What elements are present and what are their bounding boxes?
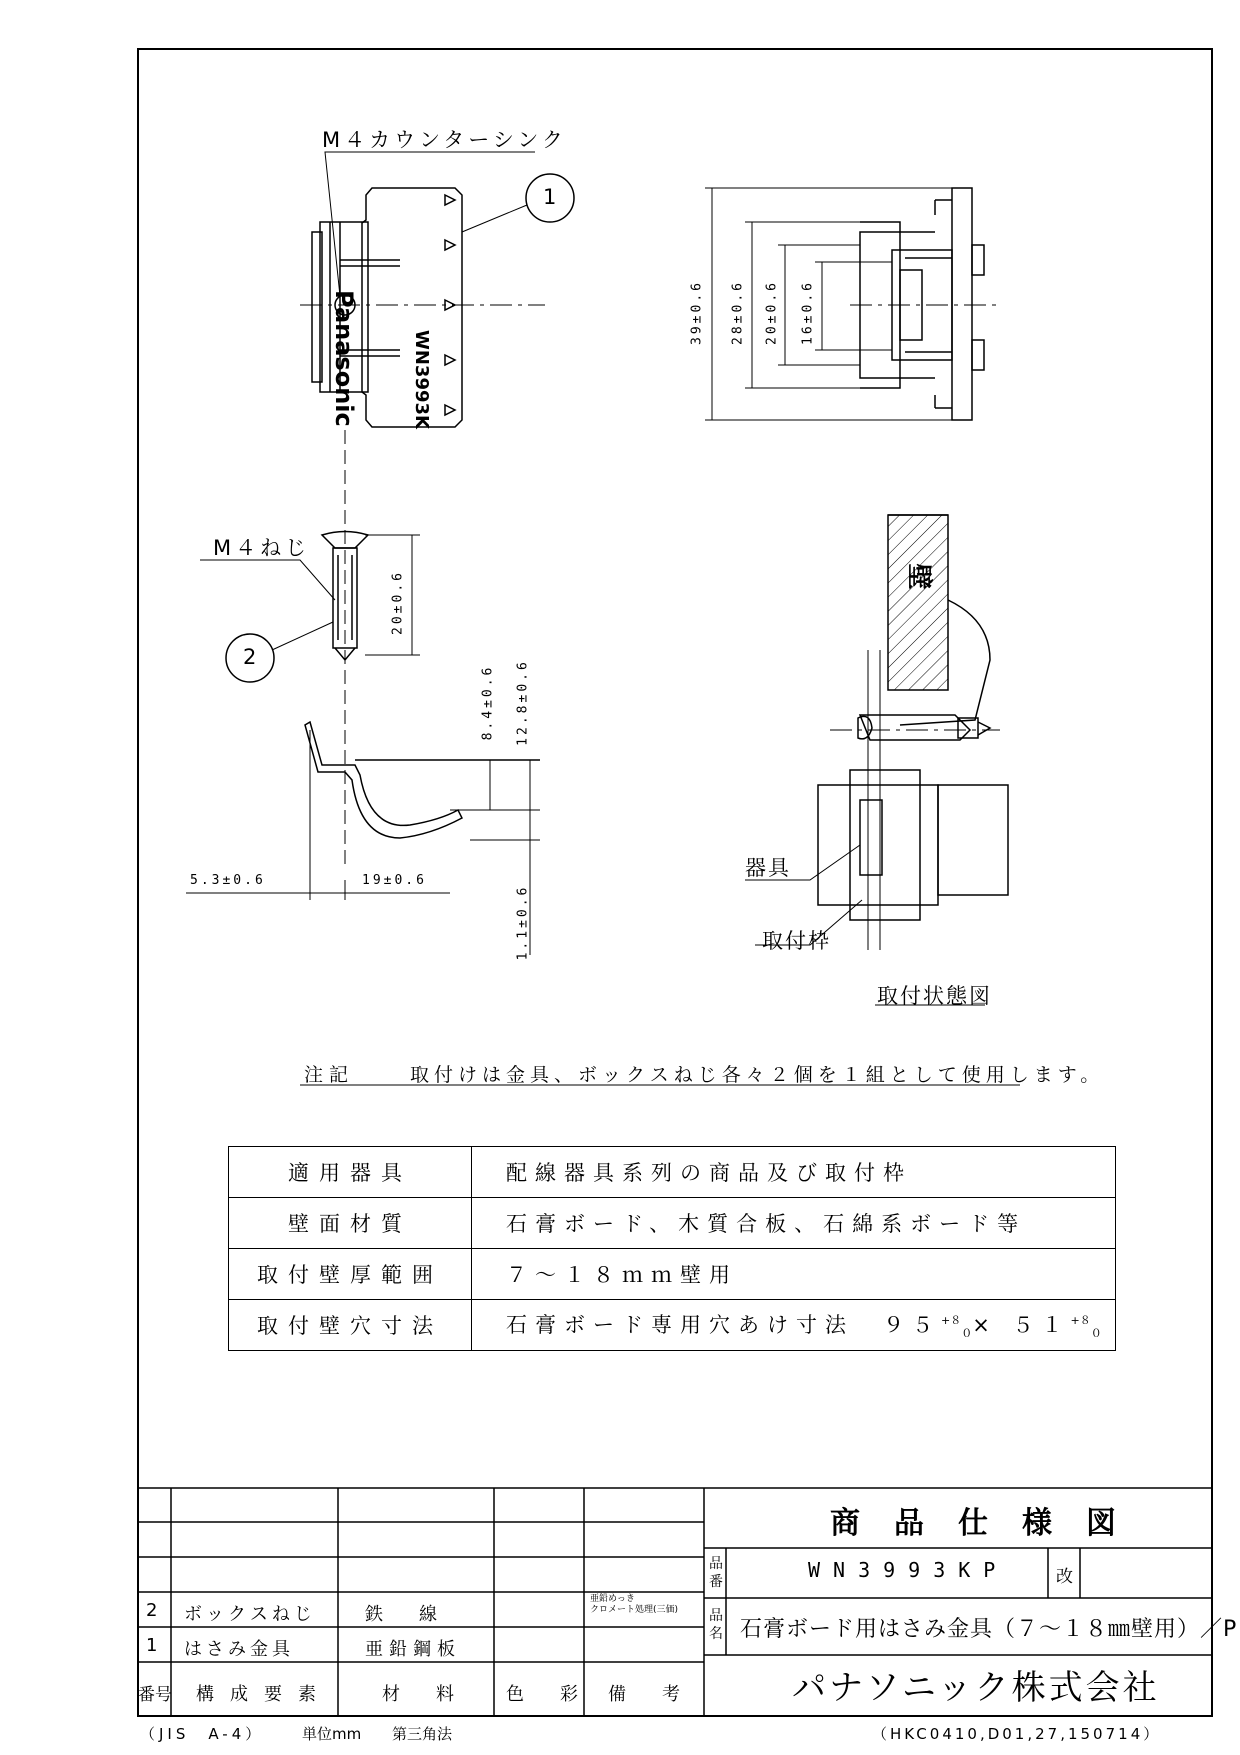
hole-dim-2: ５１	[1012, 1312, 1071, 1337]
spec-value: 石膏ボード、木質合板、石綿系ボード等	[472, 1198, 1116, 1249]
name-label: 品名	[709, 1608, 723, 1642]
tolerance-minus: ０	[961, 1327, 973, 1341]
footer-code: （HKC0410,D01,27,150714）	[872, 1725, 1162, 1743]
revision-label: 改	[1056, 1567, 1073, 1587]
dim-5-3: 5.3±0.6	[190, 873, 266, 888]
header-remarks: 備 考	[608, 1684, 680, 1705]
callout-2: 2	[243, 645, 257, 669]
spec-value: 配線器具系列の商品及び取付枠	[472, 1147, 1116, 1198]
header-element: 構成要素	[196, 1684, 332, 1705]
hole-size-text: 石膏ボード専用穴あけ寸法 ９５	[506, 1312, 941, 1337]
tolerance-plus-2: +８	[1070, 1313, 1091, 1327]
times-sign: ×	[972, 1312, 998, 1337]
product-name: 石膏ボード用はさみ金具（７～１８㎜壁用）／P	[740, 1617, 1238, 1642]
company-name: パナソニック株式会社	[792, 1668, 1160, 1708]
part-remarks: 亜鉛めっき クロメート処理(三価)	[590, 1594, 679, 1615]
dim-39: 39±0.6	[689, 280, 705, 345]
footer-projection: 第三角法	[392, 1725, 453, 1743]
spec-label: 取付壁穴寸法	[229, 1300, 472, 1351]
spec-label: 取付壁厚範囲	[229, 1249, 472, 1300]
dim-12-8: 12.8±0.6	[515, 659, 531, 746]
dim-8-4: 8.4±0.6	[480, 664, 496, 741]
part-material: 亜鉛鋼板	[365, 1639, 461, 1660]
model-mark: WN3993K	[411, 330, 432, 429]
footer-unit: 単位mm	[302, 1725, 362, 1743]
device-label: 器具	[745, 856, 791, 880]
brand-mark: Panasonic	[330, 290, 358, 427]
header-material: 材 料	[382, 1684, 454, 1705]
part-no: 1	[146, 1635, 158, 1656]
part-material: 鉄 線	[365, 1604, 437, 1625]
dim-19: 19±0.6	[362, 873, 427, 888]
part-no-label: 品番	[709, 1556, 723, 1590]
note-label: 注記	[304, 1064, 355, 1086]
spec-label: 適用器具	[229, 1147, 472, 1198]
part-no: 2	[146, 1600, 158, 1621]
part-element: はさみ金具	[184, 1639, 294, 1660]
dim-20b: 20±0.6	[390, 570, 406, 635]
spec-label: 壁面材質	[229, 1198, 472, 1249]
tolerance-plus: +８	[941, 1313, 962, 1327]
countersink-label: M４カウンターシンク	[322, 128, 567, 152]
dim-1-1: 1.1±0.6	[515, 884, 531, 961]
dim-28: 28±0.6	[730, 280, 746, 345]
part-element: ボックスねじ	[184, 1604, 316, 1625]
dim-16: 16±0.6	[800, 280, 816, 345]
wall-label: 壁	[903, 563, 934, 590]
installed-view-label: 取付状態図	[877, 984, 992, 1008]
tolerance-minus-2: ０	[1090, 1327, 1102, 1341]
screw-label: M４ねじ	[213, 536, 311, 560]
drawing-title: 商品仕様図	[830, 1506, 1150, 1541]
callout-1: 1	[543, 185, 557, 209]
header-color: 色 彩	[506, 1684, 578, 1705]
header-no: 番号	[138, 1685, 172, 1705]
part-number: WN3993KP	[808, 1558, 1009, 1582]
footer-jis: （JIS A-4）	[140, 1725, 265, 1743]
note-text: 取付けは金具、ボックスねじ各々２個を１組として使用します。	[410, 1064, 1105, 1086]
dim-20a: 20±0.6	[764, 280, 780, 345]
spec-value: ７～１８ｍｍ壁用	[472, 1249, 1116, 1300]
frame-label: 取付枠	[762, 929, 831, 953]
